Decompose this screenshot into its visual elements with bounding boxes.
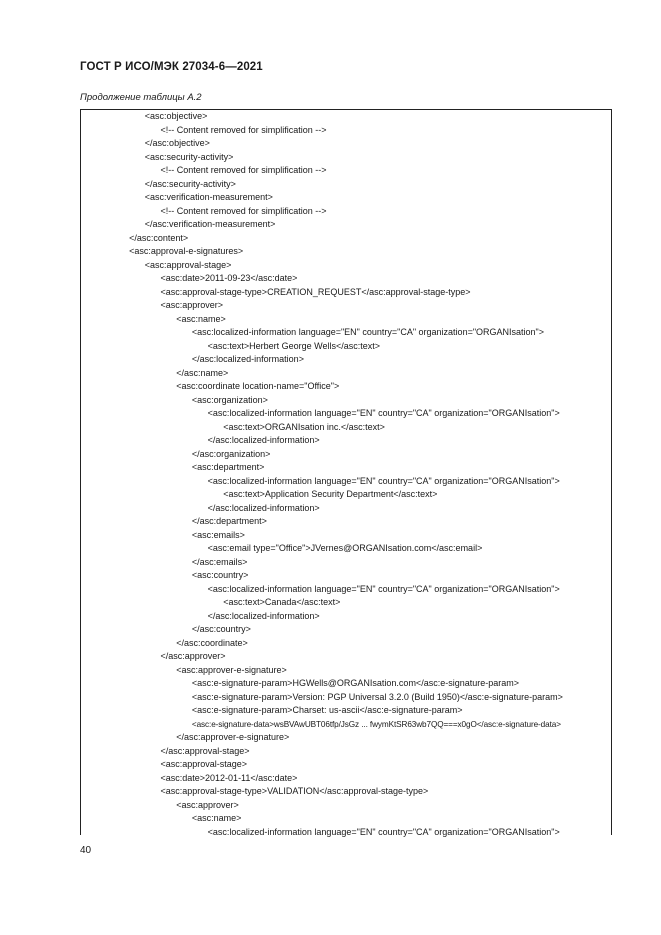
code-line: </asc:emails> (191, 556, 248, 567)
page-number: 40 (80, 845, 92, 856)
code-line: <asc:approval-stage> (144, 259, 232, 270)
code-line: <asc:email type="Office">JVernes@ORGANIsation.com</asc:email> (207, 543, 483, 553)
code-line: <asc:localized-information language="EN" country="CA" organization="ORGANIsation"> (207, 408, 560, 418)
code-line: </asc:department> (191, 516, 267, 526)
code-line: <asc:e-signature-param>Version: PGP Universal 3.2.0 (Build 1950)</asc:e-signature-param> (191, 691, 563, 702)
code-line: </asc:name> (176, 367, 229, 378)
code-line: <asc:date>2011-09-23</asc:date> (160, 273, 298, 283)
code-line: <asc:localized-information language="EN" country="CA" organization="ORGANIsation"> (191, 327, 544, 337)
code-line: <asc:emails> (191, 529, 245, 540)
code-line: <asc:e-signature-param>HGWells@ORGANIsation.com</asc:e-signature-param> (191, 678, 519, 688)
code-line: <asc:e-signature-param>Charset: us-ascii</asc:e-signature-param> (191, 705, 463, 715)
code-line: <asc:verification-measurement> (144, 192, 273, 202)
code-line: <asc:approver> (160, 300, 224, 310)
code-line: <asc:organization> (191, 394, 268, 405)
code-line: </asc:content> (129, 232, 189, 243)
code-line: </asc:localized-information> (191, 354, 304, 364)
table-continuation-caption: Продолжение таблицы А.2 (80, 92, 202, 103)
code-line: <asc:approval-stage-type>VALIDATION</asc:approval-stage-type> (160, 786, 429, 796)
code-line: </asc:localized-information> (207, 610, 320, 621)
code-line: <asc:text>Herbert George Wells</asc:text> (207, 340, 381, 351)
code-line: <asc:text>Canada</asc:text> (223, 597, 341, 607)
code-line: <asc:e-signature-data>wsBVAwUBT06tfp/JsGz ... fwymKtSR63wb7QQ===x0gO</asc:e-signature-data> (191, 719, 561, 729)
code-line: </asc:approval-stage> (160, 745, 250, 756)
code-line: <asc:security-activity> (144, 151, 234, 162)
document-header: ГОСТ Р ИСО/МЭК 27034-6—2021 (80, 61, 263, 73)
code-line: <asc:approval-stage-type>CREATION_REQUEST</asc:approval-stage-type> (160, 286, 471, 297)
code-line: <asc:approver> (176, 799, 239, 810)
code-line: </asc:objective> (144, 138, 210, 148)
code-line: <asc:coordinate location-name="Office"> (176, 381, 340, 391)
code-line: <asc:name> (191, 813, 242, 823)
code-line: <asc:country> (191, 570, 249, 580)
code-line: <asc:text>Application Security Department</asc:text> (223, 489, 438, 499)
code-line: <asc:department> (191, 462, 265, 472)
code-line: <asc:approver-e-signature> (176, 664, 287, 675)
code-line: <asc:objective> (144, 111, 208, 121)
code-line: <!-- Content removed for simplification --> (160, 205, 327, 216)
code-line: </asc:verification-measurement> (144, 219, 276, 229)
code-line: <asc:date>2012-01-11</asc:date> (160, 772, 298, 783)
code-line: </asc:country> (191, 624, 251, 634)
code-line: <asc:text>ORGANIsation inc.</asc:text> (223, 421, 385, 432)
code-line: <!-- Content removed for simplification --> (160, 165, 327, 175)
code-line: <asc:name> (176, 313, 226, 324)
code-line: <asc:localized-information language="EN" country="CA" organization="ORGANIsation"> (207, 826, 560, 837)
code-line: </asc:approver> (160, 651, 226, 661)
code-line: </asc:localized-information> (207, 435, 320, 445)
code-line: </asc:organization> (191, 448, 271, 459)
code-line: <asc:localized-information language="EN" country="CA" organization="ORGANIsation"> (207, 475, 560, 486)
code-line: <asc:approval-e-signatures> (129, 246, 244, 256)
code-line: </asc:coordinate> (176, 637, 248, 648)
code-line: <asc:localized-information language="EN" country="CA" organization="ORGANIsation"> (207, 583, 560, 594)
code-line: </asc:localized-information> (207, 502, 320, 513)
code-line: </asc:approver-e-signature> (176, 732, 290, 742)
code-line: <asc:approval-stage> (160, 759, 248, 769)
code-line: <!-- Content removed for simplification --> (160, 124, 327, 135)
xml-code-listing (81, 110, 611, 839)
code-line: </asc:security-activity> (144, 178, 236, 189)
